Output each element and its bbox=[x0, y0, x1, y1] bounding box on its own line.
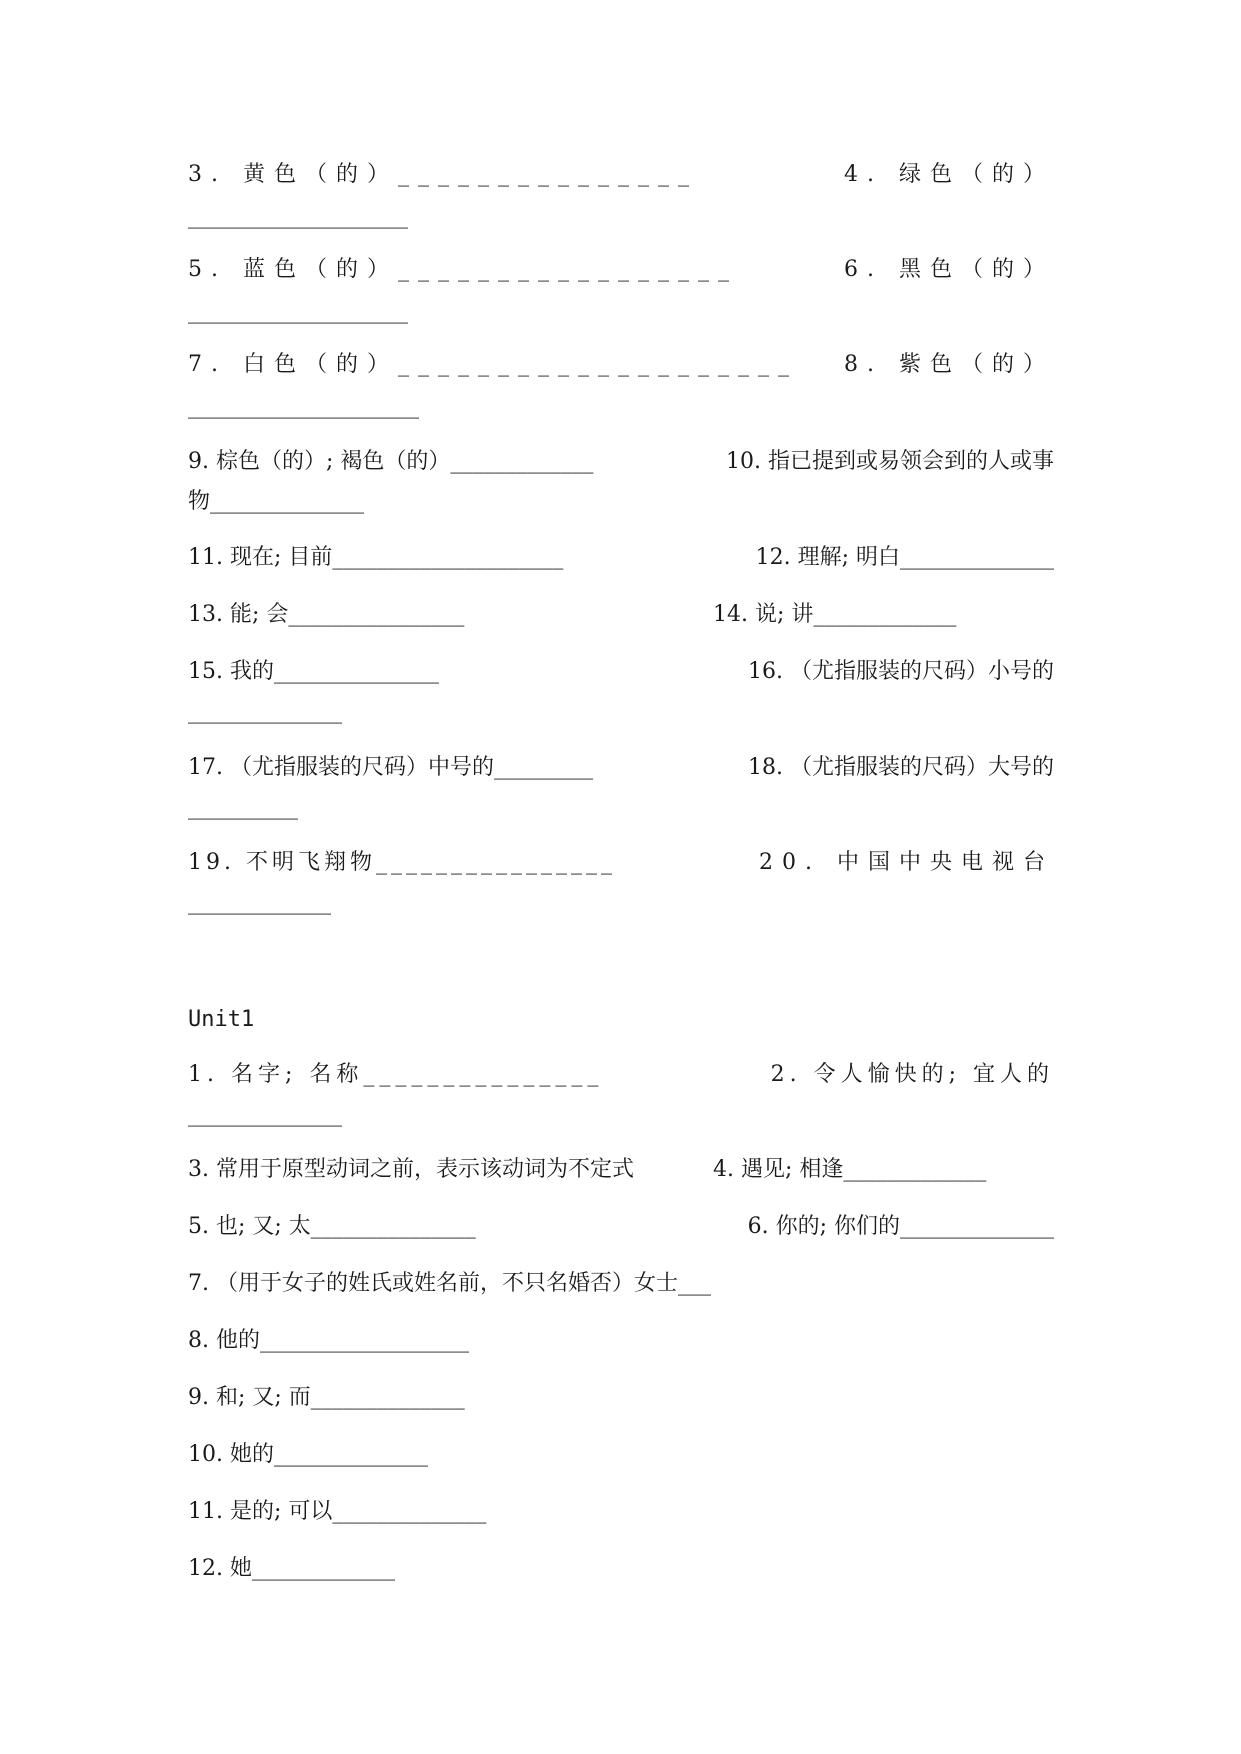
item-9: 9. 棕色（的）; 褐色（的）_____________ bbox=[188, 449, 594, 474]
unit1-row-11 bbox=[188, 1492, 1054, 1532]
unit1-item-6: 6. 你的; 你们的______________ bbox=[747, 1214, 1054, 1239]
unit1-row-8 bbox=[188, 1321, 1054, 1361]
unit1-item-2: 2. 令人愉快的; 宜人的 bbox=[770, 1062, 1054, 1087]
item-18: 18. （尤指服装的尺码）大号的 bbox=[748, 755, 1054, 780]
unit1-item-1: 1. 名字; 名称_______________ bbox=[188, 1062, 604, 1087]
item-11: 11. 现在; 目前_____________________ bbox=[188, 545, 564, 570]
item-10-continuation: 物______________ bbox=[188, 489, 365, 514]
unit1-row-10 bbox=[188, 1435, 1054, 1475]
item-16: 16. （尤指服装的尺码）小号的 bbox=[748, 659, 1054, 684]
item-12: 12. 理解; 明白______________ bbox=[755, 545, 1054, 570]
item-5: 5. 蓝色（的）_________________ bbox=[188, 257, 738, 282]
row-19-20 bbox=[188, 843, 1054, 883]
unit1-row-5-6 bbox=[188, 1207, 1054, 1247]
item-20-continuation: _____________ bbox=[188, 890, 331, 915]
item-3: 3. 黄色（的）_______________ bbox=[188, 162, 698, 187]
unit1-item-4: 4. 遇见; 相逢_____________ bbox=[713, 1157, 987, 1182]
item-20: 20. 中国中央电视台 bbox=[759, 850, 1054, 875]
unit1-heading: Unit1 bbox=[188, 1007, 255, 1032]
row-13-14 bbox=[188, 595, 1054, 635]
item-8: 8. 紫色（的） bbox=[844, 352, 1054, 377]
item-14: 14. 说; 讲_____________ bbox=[713, 602, 957, 627]
unit1-item-9: 9. 和; 又; 而______________ bbox=[188, 1385, 465, 1410]
item-16-continuation: ______________ bbox=[188, 699, 342, 724]
row-17-18 bbox=[188, 748, 1054, 788]
item-13: 13. 能; 会________________ bbox=[188, 602, 465, 627]
row-9-10 bbox=[188, 442, 1054, 482]
unit1-item-2-continuation: ______________ bbox=[188, 1102, 342, 1127]
unit1-row-1-2 bbox=[188, 1055, 1054, 1095]
unit1-item-3: 3. 常用于原型动词之前，表示该动词为不定式 bbox=[188, 1157, 634, 1182]
row-15-16 bbox=[188, 652, 1054, 692]
row-3-4 bbox=[188, 155, 1054, 195]
item-7: 7. 白色（的）____________________ bbox=[188, 352, 798, 377]
unit1-row-3-4 bbox=[188, 1150, 1054, 1190]
item-6-continuation: ____________________ bbox=[188, 299, 408, 324]
item-6: 6. 黑色（的） bbox=[844, 257, 1054, 282]
unit1-item-10: 10. 她的______________ bbox=[188, 1442, 428, 1467]
item-4-continuation: ____________________ bbox=[188, 204, 408, 229]
item-18-continuation: __________ bbox=[188, 795, 298, 820]
unit1-row-7 bbox=[188, 1264, 1054, 1304]
unit1-item-12: 12. 她_____________ bbox=[188, 1556, 395, 1581]
item-15: 15. 我的_______________ bbox=[188, 659, 439, 684]
row-7-8 bbox=[188, 345, 1054, 385]
item-10: 10. 指已提到或易领会到的人或事 bbox=[726, 449, 1054, 474]
item-17: 17. （尤指服装的尺码）中号的_________ bbox=[188, 755, 593, 780]
unit1-row-9 bbox=[188, 1378, 1054, 1418]
unit1-item-11: 11. 是的; 可以______________ bbox=[188, 1499, 487, 1524]
item-8-continuation: _____________________ bbox=[188, 394, 419, 419]
row-5-6 bbox=[188, 250, 1054, 290]
unit1-item-7: 7. （用于女子的姓氏或姓名前，不只名婚否）女士___ bbox=[188, 1271, 711, 1296]
unit1-item-5: 5. 也; 又; 太_______________ bbox=[188, 1214, 476, 1239]
item-19: 19. 不明飞翔物________________ bbox=[188, 850, 616, 875]
unit1-item-8: 8. 他的___________________ bbox=[188, 1328, 469, 1353]
row-11-12 bbox=[188, 538, 1054, 578]
item-4: 4. 绿色（的） bbox=[844, 162, 1054, 187]
unit1-row-12 bbox=[188, 1549, 1054, 1589]
